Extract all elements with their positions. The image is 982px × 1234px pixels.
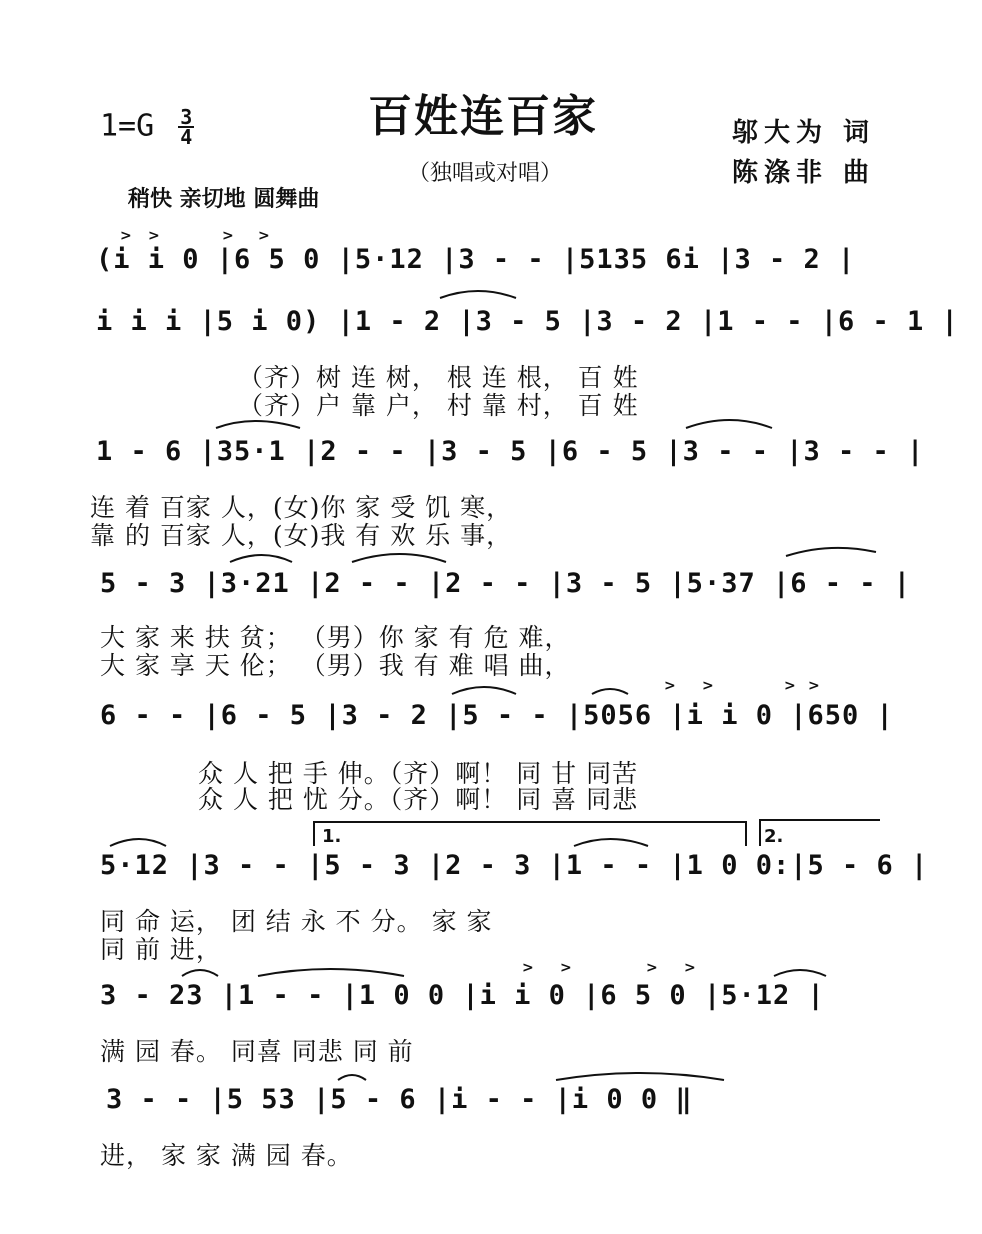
- notation-line-4: 5 - 3 |3·21 |2 - - |2 - - |3 - 5 |5·37 |6 - - |: [100, 568, 912, 599]
- key-signature-text: 1=G: [100, 108, 155, 144]
- slur-mark: [352, 554, 446, 562]
- notation-line-6: 5·12 |3 - - |5 - 3 |2 - 3 |1 - - |1 0 0:|5 - 6 |: [100, 850, 929, 881]
- accent-mark: >: [664, 678, 676, 694]
- lyric-line-4a: 大 家 来 扶 贫； （男）你 家 有 危 难，: [100, 623, 571, 652]
- lyric-line-8: 进， 家 家 满 园 春。: [100, 1141, 353, 1170]
- accent-mark: >: [222, 228, 234, 244]
- accent-mark: >: [702, 678, 714, 694]
- notation-line-2: i i i |5 i 0) |1 - 2 |3 - 5 |3 - 2 |1 - - |6 - 1 |: [96, 306, 959, 337]
- slur-mark: [258, 969, 404, 976]
- slur-mark: [686, 420, 772, 428]
- slur-mark: [556, 1073, 724, 1080]
- slur-mark: [786, 548, 876, 556]
- slur-mark: [182, 970, 218, 976]
- accent-mark: >: [560, 960, 572, 976]
- slur-mark: [110, 839, 166, 846]
- accent-mark: >: [784, 678, 796, 694]
- accent-mark: >: [646, 960, 658, 976]
- volta-1-bracket: [314, 822, 746, 846]
- accent-mark: >: [148, 228, 160, 244]
- slur-mark: [574, 839, 648, 846]
- notation-line-8: 3 - - |5 53 |5 - 6 |i - - |i 0 0 ‖: [106, 1084, 693, 1115]
- tempo-marking: 稍快 亲切地 圆舞曲: [128, 187, 320, 212]
- accent-mark: >: [522, 960, 534, 976]
- slur-mark: [452, 687, 516, 694]
- lyric-line-7: 满 园 春。 同喜 同悲 同 前: [100, 1037, 414, 1066]
- slur-mark: [230, 555, 292, 562]
- time-numerator: 3: [180, 105, 193, 129]
- lyric-line-4b: 大 家 享 天 伦； （男）我 有 难 唱 曲，: [100, 651, 571, 680]
- notation-line-1: (i i 0 |6 5 0 |5·12 |3 - - |5135 6i |3 - 2 |: [96, 244, 856, 275]
- notation-line-3: 1 - 6 |35·1 |2 - - |3 - 5 |6 - 5 |3 - - |3 - - |: [96, 436, 925, 467]
- accent-mark: >: [258, 228, 270, 244]
- slur-mark: [774, 970, 826, 976]
- lyric-line-2a: （齐）树 连 树， 根 连 根， 百 姓: [238, 363, 639, 392]
- volta-2-label: 2.: [764, 826, 784, 847]
- time-denominator: 4: [180, 125, 193, 149]
- lyric-line-5a: 众 人 把 手 伸。（齐）啊！ 同 甘 同苦: [198, 759, 639, 788]
- volta-1-label: 1.: [322, 826, 342, 847]
- accent-mark: >: [808, 678, 820, 694]
- lyricist-credit: 邬大为 词: [732, 118, 876, 148]
- notation-line-5: 6 - - |6 - 5 |3 - 2 |5 - - |5056 |i i 0 |650 |: [100, 700, 894, 731]
- lyric-line-3b: 靠 的 百家 人，(女)我 有 欢 乐 事，: [90, 521, 513, 550]
- lyric-line-6b: 同 前 进，: [100, 935, 222, 964]
- notation-line-7: 3 - 23 |1 - - |1 0 0 |i i 0 |6 5 0 |5·12 |: [100, 980, 825, 1011]
- slur-mark: [216, 421, 300, 428]
- accent-mark: >: [684, 960, 696, 976]
- composer-credit: 陈涤非 曲: [732, 158, 876, 188]
- lyric-line-6a: 同 命 运， 团 结 永 不 分。 家 家: [100, 907, 493, 936]
- slur-mark: [440, 291, 516, 298]
- song-title: 百姓连百家: [368, 91, 598, 142]
- lyric-line-2b: （齐）户 靠 户， 村 靠 村， 百 姓: [238, 391, 639, 420]
- lyric-line-5b: 众 人 把 忧 分。（齐）啊！ 同 喜 同悲: [198, 785, 639, 814]
- slur-mark: [338, 1075, 366, 1080]
- slur-mark: [592, 689, 628, 694]
- song-subtitle: （独唱或对唱）: [408, 161, 563, 186]
- accent-mark: >: [120, 228, 132, 244]
- volta-2-bracket: [760, 820, 880, 846]
- lyric-line-3a: 连 着 百家 人，(女)你 家 受 饥 寒，: [90, 493, 513, 522]
